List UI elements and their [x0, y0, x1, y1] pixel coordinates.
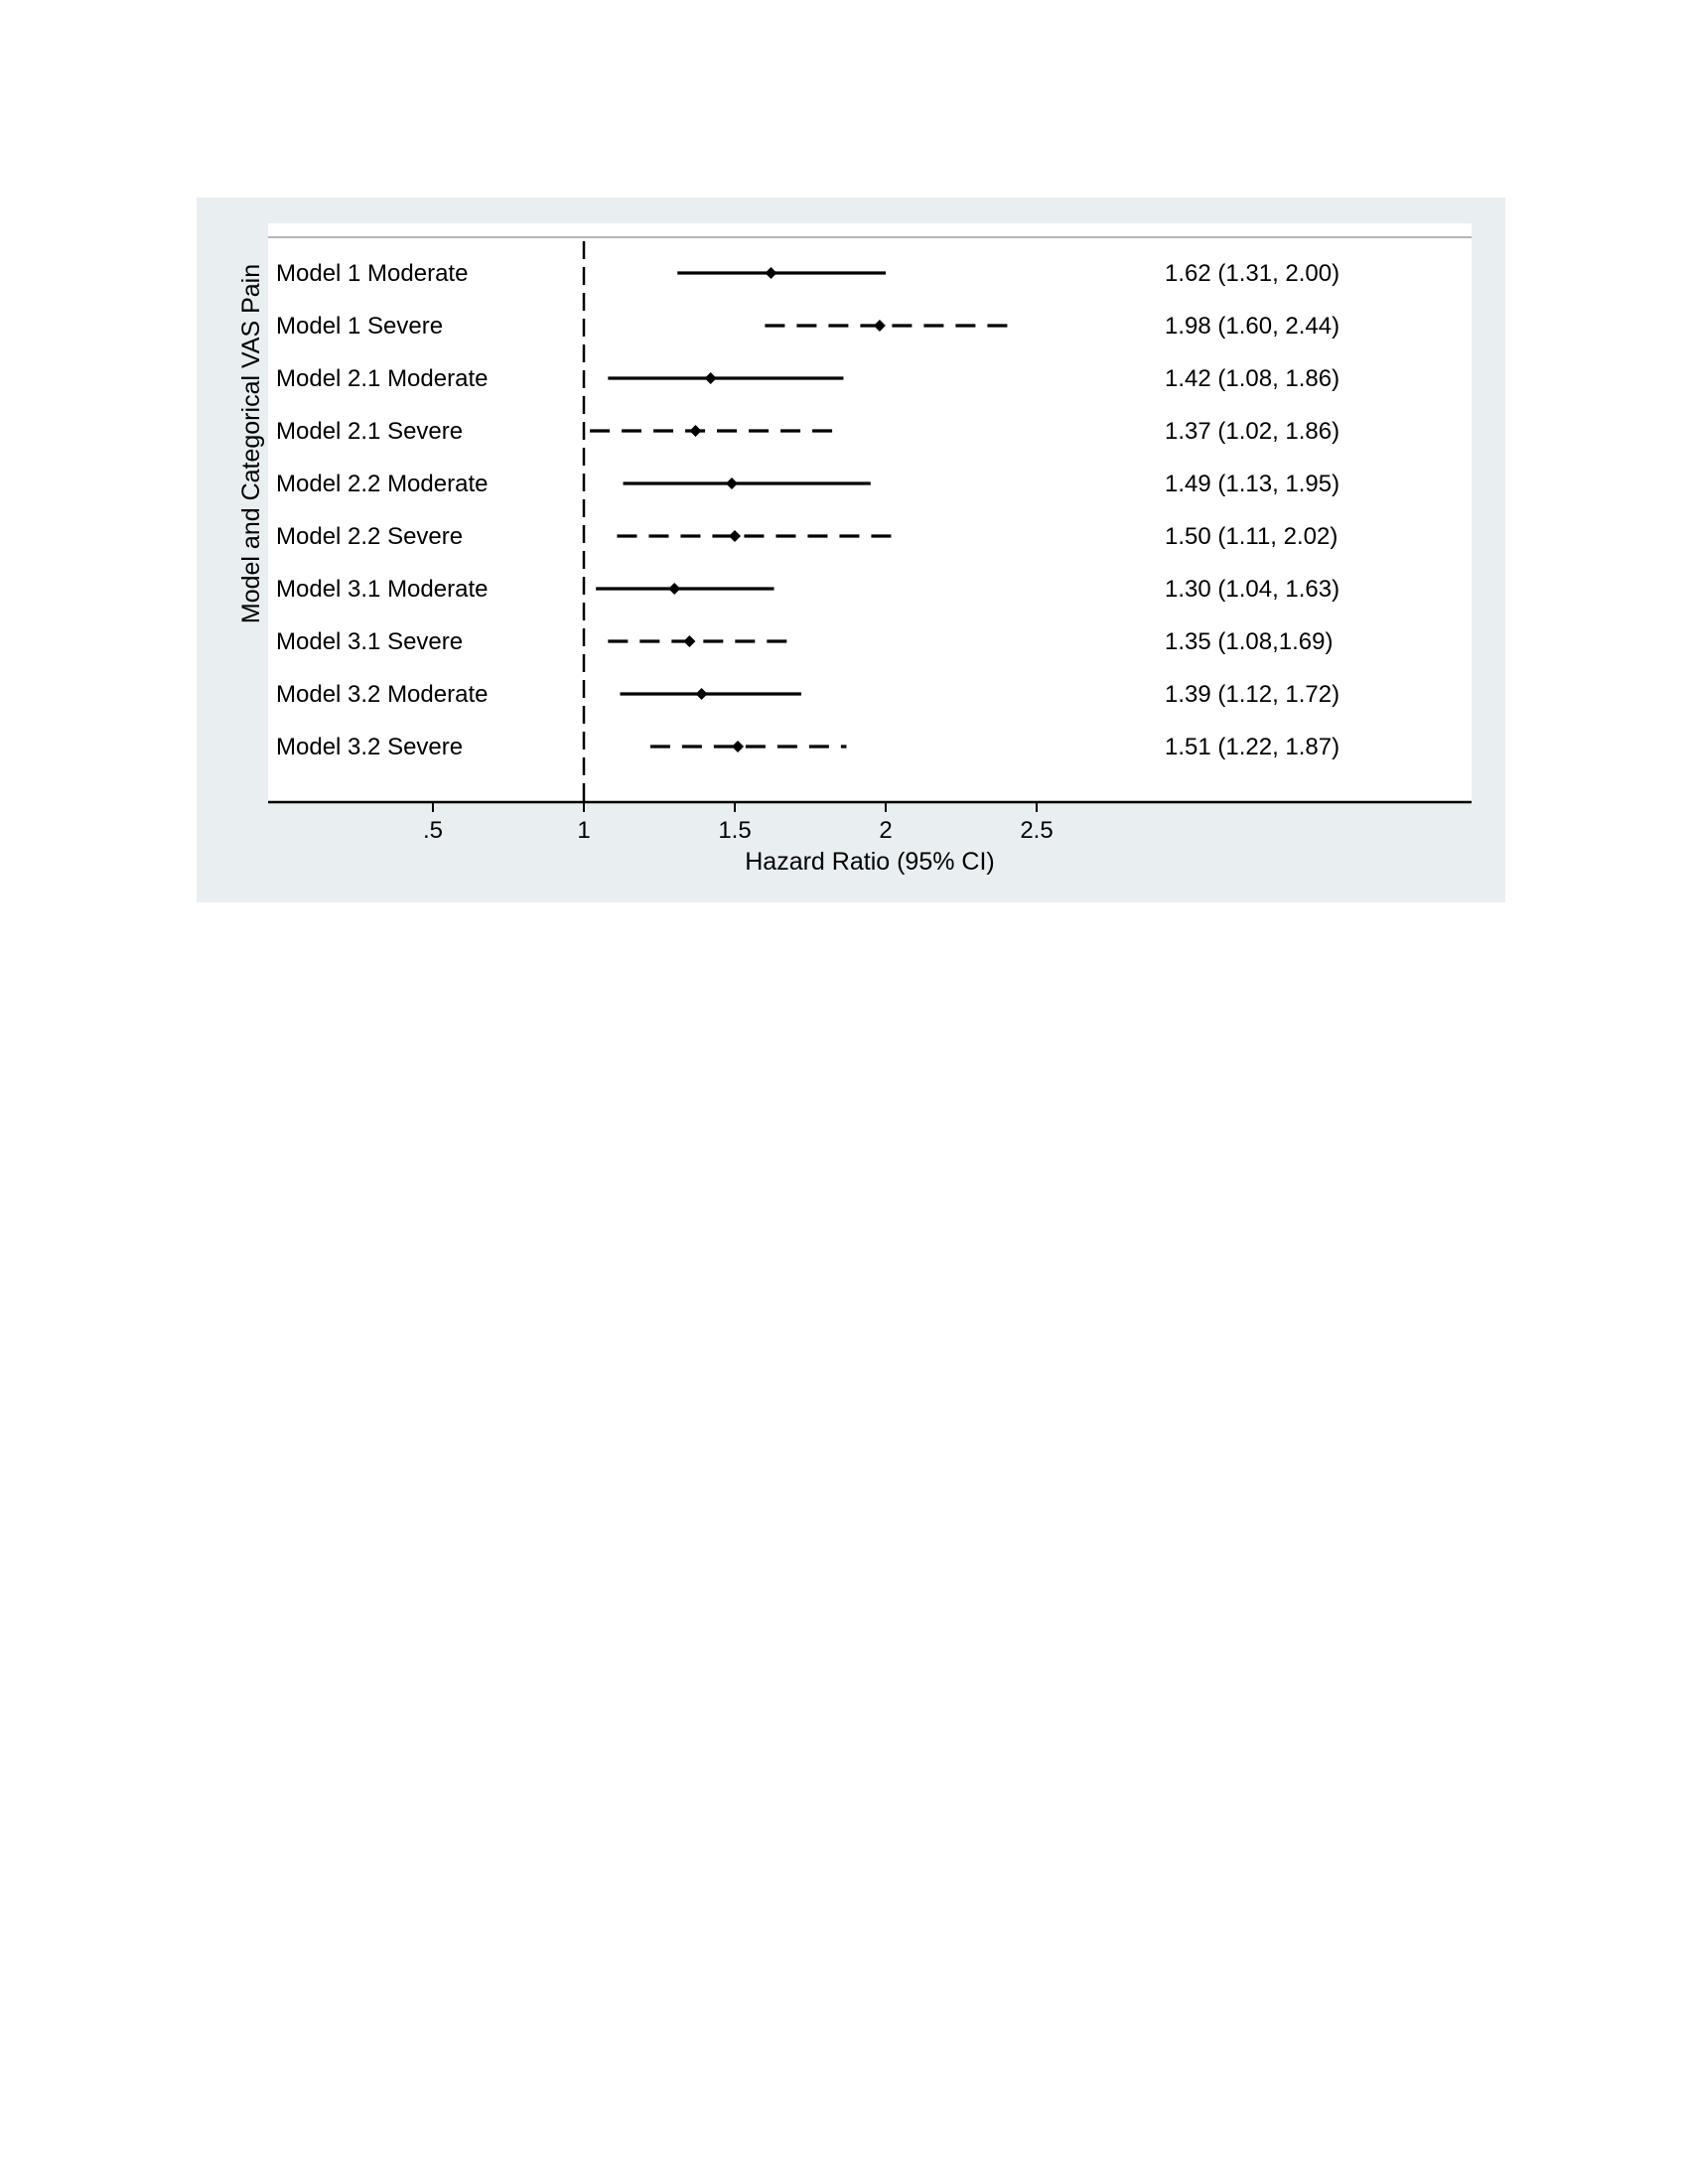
estimate-label: 1.62 (1.31, 2.00)	[1165, 260, 1340, 287]
chart-frame	[197, 198, 1505, 902]
y-axis-label: Model and Categorical VAS Pain	[237, 263, 265, 624]
row-label: Model 1 Severe	[276, 313, 444, 340]
row-label: Model 2.1 Moderate	[276, 365, 489, 392]
estimate-label: 1.50 (1.11, 2.02)	[1165, 523, 1338, 550]
row-label: Model 3.2 Severe	[276, 734, 464, 760]
estimate-label: 1.30 (1.04, 1.63)	[1165, 576, 1340, 603]
row-label: Model 3.1 Severe	[276, 628, 464, 655]
row-label: Model 2.2 Severe	[276, 523, 464, 550]
estimate-label: 1.51 (1.22, 1.87)	[1165, 734, 1340, 760]
row-label: Model 3.1 Moderate	[276, 576, 489, 603]
x-tick-label: 2	[879, 817, 893, 844]
forest-plot	[197, 198, 1505, 902]
row-label: Model 2.2 Moderate	[276, 471, 489, 497]
estimate-label: 1.37 (1.02, 1.86)	[1165, 418, 1340, 445]
estimate-label: 1.35 (1.08,1.69)	[1165, 628, 1334, 655]
row-label: Model 1 Moderate	[276, 260, 469, 287]
row-label: Model 3.2 Moderate	[276, 681, 489, 708]
x-axis-label: Hazard Ratio (95% CI)	[745, 848, 995, 876]
estimate-label: 1.98 (1.60, 2.44)	[1165, 313, 1340, 340]
estimate-label: 1.49 (1.13, 1.95)	[1165, 471, 1340, 497]
x-tick-label: 1.5	[718, 817, 752, 844]
x-tick-label: 1	[577, 817, 591, 844]
row-label: Model 2.1 Severe	[276, 418, 464, 445]
x-tick-label: .5	[422, 817, 444, 844]
estimate-label: 1.42 (1.08, 1.86)	[1165, 365, 1340, 392]
estimate-label: 1.39 (1.12, 1.72)	[1165, 681, 1340, 708]
x-tick-label: 2.5	[1020, 817, 1054, 844]
plot-area	[268, 223, 1472, 802]
